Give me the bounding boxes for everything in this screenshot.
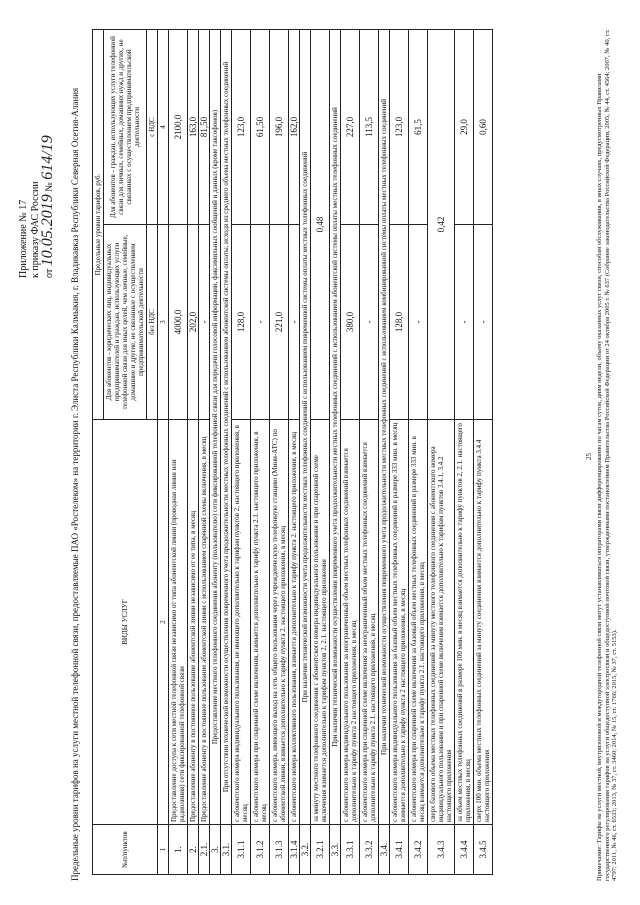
col-no-header: №п/пунктов bbox=[93, 825, 158, 875]
service-name: с абонентского номера индивидуального пользования за неограниченный объем местных телефонных соединений взимается дополнительно к тарифу пункта 2 настоящего приложения, в месяц bbox=[341, 420, 360, 825]
table-row bbox=[409, 30, 428, 875]
col-levels-header: Предельные уровни тарифов, руб. bbox=[93, 30, 104, 420]
col-b-header: Для абонентов - граждан, использующих услуги телефонной связи для личных, семейных, домашних нужд и других, не связанных с осуществлением предпринимательской деятельности bbox=[104, 30, 147, 225]
tariff-value-b: 196,0 bbox=[270, 30, 289, 225]
appendix-header bbox=[18, 18, 56, 278]
col-services-header: ВИДЫ УСЛУГ bbox=[93, 420, 158, 825]
section-heading: При наличии технической возможности учета продолжительности местных телефонных соединений с использованием повременной системы оплаты местных телефонных соединений bbox=[300, 30, 311, 825]
row-number: 3.4.1 bbox=[390, 825, 409, 875]
row-number: 3.3. bbox=[330, 825, 341, 875]
note-label: Примечание: bbox=[596, 844, 603, 881]
tariff-value-b: 123,0 bbox=[390, 30, 409, 225]
service-name: с абонентского номера при спаренной схеме включения за неограниченный объем местных телефонных соединений взимается дополнительно к тарифу пункта 2.1. настоящего приложения, в месяц bbox=[360, 420, 379, 825]
tariff-value-a: - bbox=[199, 225, 210, 420]
row-number: 3.1. bbox=[221, 825, 232, 875]
tariff-value-a: - bbox=[251, 225, 270, 420]
section-heading: При наличии технической возможности осуществления повременного учета продолжительности местных телефонных соединений с использованием абонентской системы оплаты местных телефонных соединений bbox=[330, 30, 341, 825]
table-row bbox=[251, 30, 270, 875]
tariff-value: 0,48 bbox=[311, 30, 330, 420]
row-number: 3.4.4 bbox=[455, 825, 474, 875]
service-name: с абонентского номера при спаренной схеме включения за базовый объем местных телефонных соединений в размере 333 мин. в месяц взимается дополнительно к тарифу пункта 2.1. настоящего приложения, в месяц bbox=[409, 420, 428, 825]
service-name: сверх базового объема местных телефонных соединений за минуту местного телефонного соединения с абонентского номера индивидуального пользования и при спаренной схеме включения взимается дополнительно к тарифам пунктов 3.4.1, 3.4.2 настоящего приложения bbox=[428, 420, 455, 825]
service-name: сверх 100 мин. объема местных телефонных соединений за минуту соединения взимается дополнительно к тарифу пункта 3.4.4 настоящего приложения bbox=[474, 420, 493, 825]
tariff-value-a: 4000,0 bbox=[169, 225, 188, 420]
section-heading: При отсутствии технической возможности осуществления повременного учета продолжительности местных телефонных соединений с использованием абонентской системы оплаты, исходя из среднего объема местных телефонных соединений bbox=[221, 30, 232, 825]
appendix-line1: Приложение № 17 bbox=[18, 199, 29, 278]
tariff-value-a: 221,0 bbox=[270, 225, 289, 420]
row-number: 3.1.3 bbox=[270, 825, 289, 875]
table-row bbox=[300, 30, 311, 875]
idx-2: 2 bbox=[158, 420, 169, 825]
table-row bbox=[199, 30, 210, 875]
page-number: 25 bbox=[585, 453, 593, 460]
tariff-value-b: 123,0 bbox=[232, 30, 251, 225]
tariff-value: 0,42 bbox=[428, 30, 455, 420]
order-number: 614/19 bbox=[39, 135, 56, 180]
tariff-value-b: 0,60 bbox=[474, 30, 493, 225]
tariff-value-b: 61,50 bbox=[251, 30, 270, 225]
tariff-value-b: 81,50 bbox=[199, 30, 210, 225]
order-date: 10.05.2019 bbox=[39, 194, 56, 267]
row-number: 3.1.2 bbox=[251, 825, 270, 875]
row-number: 3.4.2 bbox=[409, 825, 428, 875]
service-name: с абонентского номера при спаренной схеме включения, взимается дополнительно к тарифу пункта 2.1. настоящего приложения, в месяц bbox=[251, 420, 270, 825]
row-number: 1. bbox=[169, 825, 188, 875]
row-number: 3.4.3 bbox=[428, 825, 455, 875]
row-number: 3.3.2 bbox=[360, 825, 379, 875]
service-name: за минуту местного телефонного соединения с абонентского номера индивидуального пользования и при спаренной схеме включения взимается дополнительно к тарифам пунктов 2, 2.1. настоящего приложения bbox=[311, 420, 330, 825]
tariff-value-b: 61,5 bbox=[409, 30, 428, 225]
service-name: с абонентского номера коллективного пользования, взимается дополнительно к тарифу пункта 2. настоящего приложения, в месяц bbox=[289, 420, 300, 825]
service-name: Предоставление абоненту в постоянное пользование абонентской линии независимо от ее типа, в месяц bbox=[188, 420, 199, 825]
note-text: Тарифы на услуги местной, внутризоновой и междугородной телефонной связи могут устанавливаться операторами связи дифференцированно по часам суток, дням недели, объему оказанных услуг связи, способам обслуживания, в иных случаях, предусмотренных Правилами государственного регулирования тарифов на услуги общедоступной электросвязи и общедоступной почтовой связи, утвержденными постановлением Правительства Российской Федерации от 24 октября 2005 г. № 637 (Собрание законодательства Российской Федерации, 2005, № 44, ст. 4564; 2007, № 40, ст. 4797; 2011, № 46, ст. 6533; 2013, № 37, ст. 3460; 2014, № 15, ст. 1766; 2015, № 37, ст. 5153). bbox=[596, 29, 618, 881]
table-row bbox=[379, 30, 390, 875]
row-number: 3.3.1 bbox=[341, 825, 360, 875]
table-row bbox=[232, 30, 251, 875]
section-heading: При наличии технической возможности осуществления повременного учета продолжительности местных телефонных соединений с использованием комбинированной системы оплаты местных телефонных соединений bbox=[379, 30, 390, 825]
table-row bbox=[289, 30, 300, 875]
col-a-sub: без НДС bbox=[147, 225, 158, 420]
col-a-header: Для абонентов - юридических лиц, индивидуальных предпринимателей и граждан, использующих услуги телефонной связи для иных целей, чем личные, семейные, домашние и другие, не связанные с осуществлением предпринимательской деятельности bbox=[104, 225, 147, 420]
idx-1: 1 bbox=[158, 825, 169, 875]
tariff-value-a: - bbox=[409, 225, 428, 420]
row-number: 3.1.4 bbox=[289, 825, 300, 875]
row-number: 2. bbox=[188, 825, 199, 875]
table-row bbox=[428, 30, 455, 875]
tariff-value-a: 128,0 bbox=[390, 225, 409, 420]
tariff-value-a: 202,0 bbox=[188, 225, 199, 420]
tariff-value-b: 29,0 bbox=[455, 30, 474, 225]
table-row bbox=[455, 30, 474, 875]
table-row bbox=[390, 30, 409, 875]
service-name: Предоставление абоненту в постоянное пользование абонентской линии с использованием спаренной схемы включения, в месяц bbox=[199, 420, 210, 825]
idx-4: 4 bbox=[158, 30, 169, 225]
section-heading: Предоставление местного телефонного соединения абоненту (пользователю) сети фиксированной телефонной связи для передачи голосовой информации, факсимильных сообщений и данных (кроме таксофонов) bbox=[210, 30, 221, 825]
row-number: 2.1. bbox=[199, 825, 210, 875]
tariff-value-b: 162,0 bbox=[289, 30, 300, 225]
tariff-value-b: 227,0 bbox=[341, 30, 360, 225]
document-title: Предельные уровни тарифов на услуги местной телефонной связи, предоставляемые ПАО «Ростелеком» на территории г. Элиста Республики Калмыкия, г. Владикавказ Республики Северная Осетия-Алания bbox=[70, 87, 80, 881]
table-body bbox=[169, 30, 493, 875]
tariff-value-b: 163,0 bbox=[188, 30, 199, 225]
table-row bbox=[474, 30, 493, 875]
table-row bbox=[330, 30, 341, 875]
table-row bbox=[270, 30, 289, 875]
tariff-value-b: 113,5 bbox=[360, 30, 379, 225]
tariff-value-a: 128,0 bbox=[232, 225, 251, 420]
footnote bbox=[596, 24, 619, 881]
table-row bbox=[210, 30, 221, 875]
tariff-value-b: 2100,0 bbox=[169, 30, 188, 225]
row-number: 3.4.5 bbox=[474, 825, 493, 875]
tariff-value-a: - bbox=[360, 225, 379, 420]
row-number: 3.2. bbox=[300, 825, 311, 875]
row-number: 3.4. bbox=[379, 825, 390, 875]
table-row bbox=[169, 30, 188, 875]
service-name: с абонентского номера индивидуального пользования, не имеющего дополнительно к тарифам пунктов 2, настоящего приложения, в месяц bbox=[232, 420, 251, 825]
row-number: 3. bbox=[210, 825, 221, 875]
service-name: Предоставление доступа к сети местной телефонной связи независимо от типа абонентской линии (проводная линия или радиолиния) сети фиксированной телефонной связи bbox=[169, 420, 188, 825]
col-b-sub: с НДС bbox=[147, 30, 158, 225]
appendix-line3: от 10.05.2019 № 614/19 bbox=[39, 135, 56, 278]
service-name: с абонентского номера, имеющего выход на сеть общего пользования через учрежденческую телефонную станцию (Мини-АТС) по абонентской линии, взимается дополнительно к тарифу пункта 2. настоящего приложения, в месяц bbox=[270, 420, 289, 825]
service-name: с абонентского номера индивидуального пользования за базовый объем местных телефонных соединений в размере 333 мин. в месяц взимается дополнительно к тарифу пункта 2 настоящего приложения, в месяц bbox=[390, 420, 409, 825]
table-row bbox=[341, 30, 360, 875]
table-row bbox=[188, 30, 199, 875]
table-row bbox=[221, 30, 232, 875]
tariff-table bbox=[92, 29, 493, 875]
service-name: за объем местных телефонных соединений в размере 100 мин. в месяц взимается дополнительно к тарифу пунктов 2, 2.1. настоящего приложения, в месяц bbox=[455, 420, 474, 825]
tariff-value-a: - bbox=[474, 225, 493, 420]
appendix-line2: к приказу ФАС России bbox=[30, 181, 41, 278]
tariff-value-a: - bbox=[289, 225, 300, 420]
table-row bbox=[311, 30, 330, 875]
tariff-value-a: 380,0 bbox=[341, 225, 360, 420]
tariff-value-a: - bbox=[455, 225, 474, 420]
row-number: 3.2.1 bbox=[311, 825, 330, 875]
idx-3: 3 bbox=[158, 225, 169, 420]
row-number: 3.1.1 bbox=[232, 825, 251, 875]
table-row bbox=[360, 30, 379, 875]
